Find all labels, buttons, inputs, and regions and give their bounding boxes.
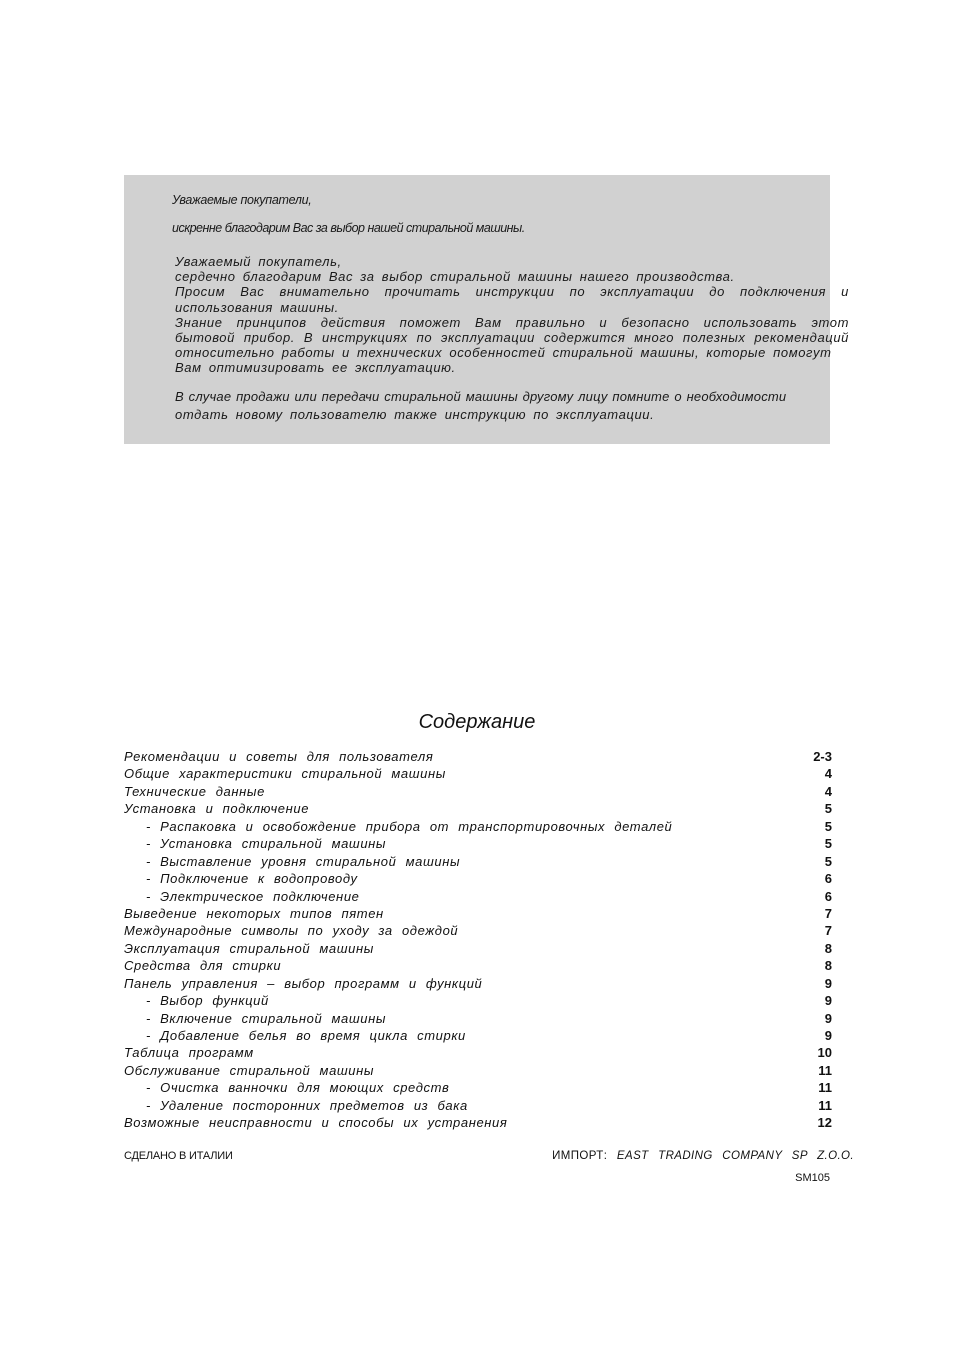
toc-item: [124, 1062, 832, 1079]
toc-item-page: 9: [824, 1010, 832, 1026]
toc-item: [124, 992, 832, 1009]
toc-item-label: Технические данные: [124, 783, 265, 799]
model-code: SM105: [795, 1172, 830, 1184]
paragraph-line: относительно работы и технических особенностей стиральной машины, которые помогут: [175, 345, 832, 361]
toc-item-page: 9: [824, 993, 832, 1009]
toc-item-page: 8: [824, 940, 832, 956]
toc-item-page: 12: [817, 1115, 832, 1131]
importer-line: [552, 1150, 854, 1162]
toc-item-label: Возможные неисправности и способы их устранения: [124, 1115, 508, 1131]
toc-item: [124, 1027, 832, 1044]
toc-item-page: 2-3: [813, 749, 832, 764]
toc-item: [124, 853, 832, 870]
paragraph-line: отдать новому пользователю также инструкцию по эксплуатации.: [175, 407, 655, 423]
toc-item-label: - Выставление уровня стиральной машины: [146, 853, 461, 869]
toc-item-label: Панель управления – выбор программ и функций: [124, 975, 483, 991]
toc-item: [124, 957, 832, 974]
toc-item-label: - Электрическое подключение: [146, 888, 360, 904]
paragraph-line: Просим Вас внимательно прочитать инструкции по эксплуатации до подключения и: [175, 284, 849, 300]
paragraph-line: Вам оптимизировать ее эксплуатацию.: [175, 360, 456, 376]
toc-item-label: - Добавление белья во время цикла стирки: [146, 1028, 466, 1043]
toc-item-page: 11: [818, 1097, 832, 1113]
toc-item-page: 7: [824, 905, 832, 921]
toc-item-label: - Удаление посторонних предметов из бака: [146, 1097, 468, 1113]
paragraph-line: бытовой прибор. В инструкциях по эксплуатации содержится много полезных рекомендаций: [175, 330, 849, 346]
import-label: ИМПОРТ:: [552, 1150, 608, 1162]
toc-item-page: 6: [824, 871, 832, 887]
paragraph-line: сердечно благодарим Вас за выбор стиральной машины нашего производства.: [175, 269, 735, 285]
toc-item: [124, 748, 832, 765]
greeting-thanks: искренне благодарим Вас за выбор нашей стиральной машины.: [172, 221, 525, 235]
toc-item: [124, 905, 832, 922]
toc-item-page: 9: [824, 975, 832, 991]
toc-item: [124, 1114, 832, 1131]
toc-item-label: Таблица программ: [124, 1045, 254, 1061]
toc-item-label: Установка и подключение: [124, 801, 310, 817]
toc-item: [124, 940, 832, 957]
toc-item-page: 5: [824, 818, 832, 834]
toc-item: [124, 922, 832, 939]
toc-item: [124, 818, 832, 835]
toc-item-label: - Очистка ванночки для моющих средств: [146, 1080, 450, 1096]
toc-item-page: 6: [824, 888, 832, 904]
toc-item-page: 8: [824, 958, 832, 974]
toc-item-label: - Подключение к водопроводу: [146, 871, 358, 887]
toc-item-label: Рекомендации и советы для пользователя: [124, 749, 434, 764]
paragraph-line: Знание принципов действия поможет Вам правильно и безопасно использовать этот: [175, 314, 849, 330]
greeting-salutation: Уважаемые покупатели,: [172, 193, 312, 207]
greeting-box: [124, 175, 849, 444]
toc-item-page: 11: [818, 1080, 832, 1096]
paragraph-line: использования машины.: [175, 299, 339, 315]
toc-item-label: - Установка стиральной машины: [146, 836, 387, 852]
importer-company: EAST TRADING COMPANY SP Z.O.O.: [616, 1150, 854, 1162]
toc-item-label: - Выбор функций: [146, 993, 269, 1009]
toc-item: [124, 783, 832, 800]
toc-item-label: - Включение стиральной машины: [146, 1010, 387, 1026]
toc-item-page: 5: [824, 836, 832, 852]
toc-item-label: Средства для стирки: [124, 958, 282, 974]
toc-item-page: 5: [824, 853, 832, 869]
toc-item-page: 10: [817, 1045, 832, 1061]
toc-item: [124, 835, 832, 852]
toc-item-page: 7: [824, 923, 832, 939]
paragraph-line: Уважаемый покупатель,: [175, 254, 342, 269]
toc-item: [124, 800, 832, 817]
paragraph-line: В случае продажи или передачи стиральной машины другому лицу помните о необходимости: [175, 389, 787, 404]
toc-item-label: Общие характеристики стиральной машины: [124, 766, 446, 782]
toc-item: [124, 765, 832, 782]
toc-item: [124, 1079, 832, 1096]
toc-item-label: Обслуживание стиральной машины: [124, 1062, 375, 1078]
made-in-label: СДЕЛАНО В ИТАЛИИ: [124, 1150, 233, 1162]
toc-item: [124, 975, 832, 992]
toc-item: [124, 870, 832, 887]
toc-item: [124, 1044, 832, 1061]
toc-item: [124, 1097, 832, 1114]
toc-item-page: 4: [824, 766, 832, 782]
toc-item-page: 11: [818, 1062, 832, 1078]
toc-item-label: Выведение некоторых типов пятен: [124, 905, 384, 921]
toc-item-page: 5: [824, 801, 832, 817]
toc-item: [124, 1010, 832, 1027]
toc-title: Содержание: [418, 711, 536, 733]
toc-list: [124, 748, 832, 1132]
greeting-paragraph-2: [175, 389, 849, 422]
toc-item-label: Международные символы по уходу за одеждой: [124, 923, 459, 939]
toc-item: [124, 888, 832, 905]
toc-item-page: 4: [824, 783, 832, 799]
toc-item-label: - Распаковка и освобождение прибора от транспортировочных деталей: [146, 818, 673, 834]
toc-item-page: 9: [824, 1028, 832, 1043]
greeting-paragraph-1: [175, 254, 849, 376]
toc-item-label: Эксплуатация стиральной машины: [124, 940, 374, 956]
